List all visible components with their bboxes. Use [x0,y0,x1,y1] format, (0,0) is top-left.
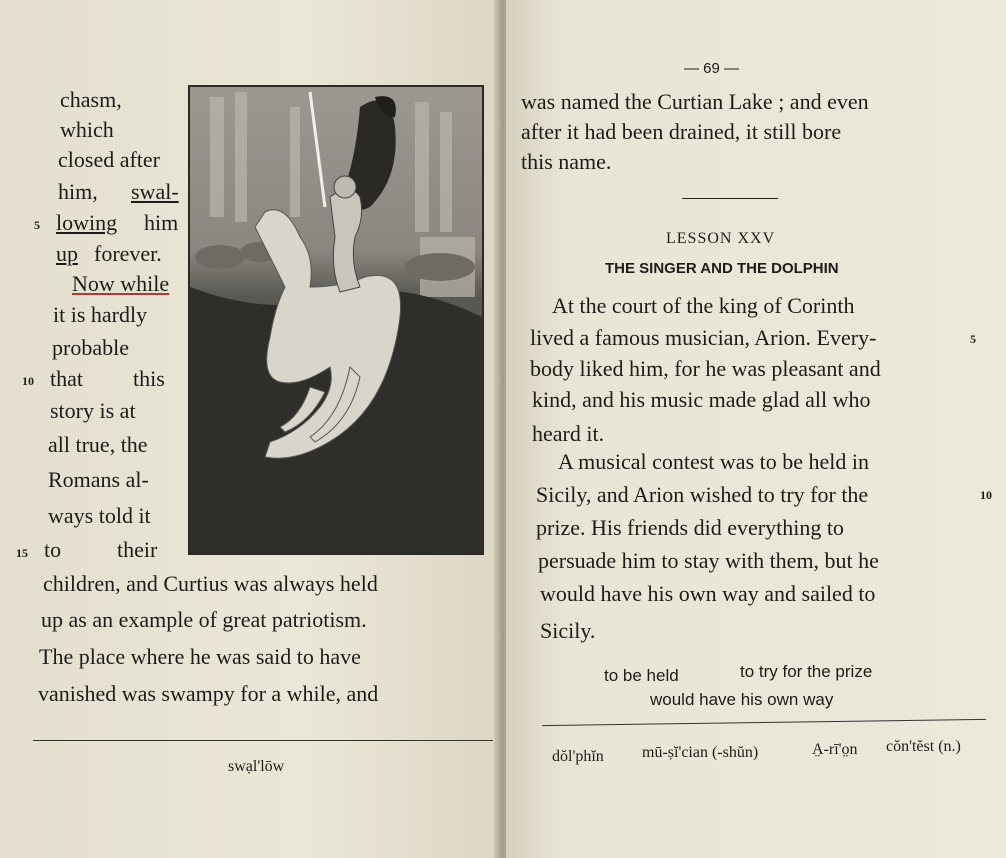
text-line: would have his own way and sailed to [540,581,876,606]
line-number: 15 [16,546,28,560]
text-line: body liked him, for he was pleasant and [530,356,881,381]
lesson-label: LESSON XXV [666,230,776,247]
lesson-title: THE SINGER AND THE DOLPHIN [605,260,839,277]
text-line: The place where he was said to have [39,644,361,669]
text-line: him [144,210,179,235]
text-line: heard it. [532,421,605,446]
text-line: up as an example of great patriotism. [41,607,367,632]
text-line: ways told it [48,503,151,528]
text-line: that [50,366,83,391]
text-line: swal- [131,179,179,204]
text-line: to [44,537,62,562]
text-line: chasm, [60,87,122,112]
text-line: was named the Curtian Lake ; and even [521,89,869,114]
text-line: kind, and his music made glad all who [532,387,871,412]
text-line: vanished was swampy for a while, and [38,681,379,706]
text-line: forever. [94,241,162,266]
text-line: all true, the [48,432,148,457]
text-line: Now while [72,271,170,296]
footnote-divider [33,740,493,741]
text-line: lived a famous musician, Arion. Every- [530,325,877,350]
text-line: this [133,366,165,391]
text-line: story is at [50,398,136,423]
text-line: prize. His friends did everything to [536,515,844,540]
text-line: At the court of the king of Corinth [552,293,855,318]
text-line: A musical contest was to be held in [558,449,869,474]
text-line: him, [58,179,98,204]
section-divider [682,198,778,199]
illustration-drawing [190,87,482,553]
text-line: it is hardly [53,302,148,327]
text-line: Sicily. [540,618,596,643]
line-number: 10 [980,488,992,502]
text-line: up [56,241,78,266]
pronunciation-footnote: swạl'lōw [228,758,285,775]
illustration-curtius-on-horse [188,85,484,555]
phrase: to be held [604,666,679,685]
left-page [0,0,500,858]
text-line: children, and Curtius was always held [43,571,378,596]
pronunciation-footnote: mū-ṣĭ'cian (-shŭn) [642,744,759,761]
text-line: after it had been drained, it still bore [521,119,842,144]
right-page [506,0,1006,858]
line-number: 5 [34,218,40,232]
pronunciation-footnote: A̤-rī'o̤n [812,741,858,758]
text-line: Romans al- [48,467,149,492]
text-line: their [117,537,158,562]
text-line: this name. [521,149,612,174]
phrase: to try for the prize [740,662,873,681]
text-line: probable [52,335,129,360]
pronunciation-footnote: dŏl'phĭn [552,748,604,765]
page-number: — 69 — [684,60,740,77]
text-line: Sicily, and Arion wished to try for the [536,482,869,507]
text-line: which [60,117,114,142]
text-line: persuade him to stay with them, but he [538,548,879,573]
text-line: closed after [58,147,160,172]
pronunciation-footnote: cŏn'tĕst (n.) [886,738,961,755]
line-number: 10 [22,374,34,388]
line-number: 5 [970,332,976,346]
text-line: lowing [56,210,118,235]
footnote-divider [542,719,986,726]
phrase: would have his own way [650,690,834,709]
